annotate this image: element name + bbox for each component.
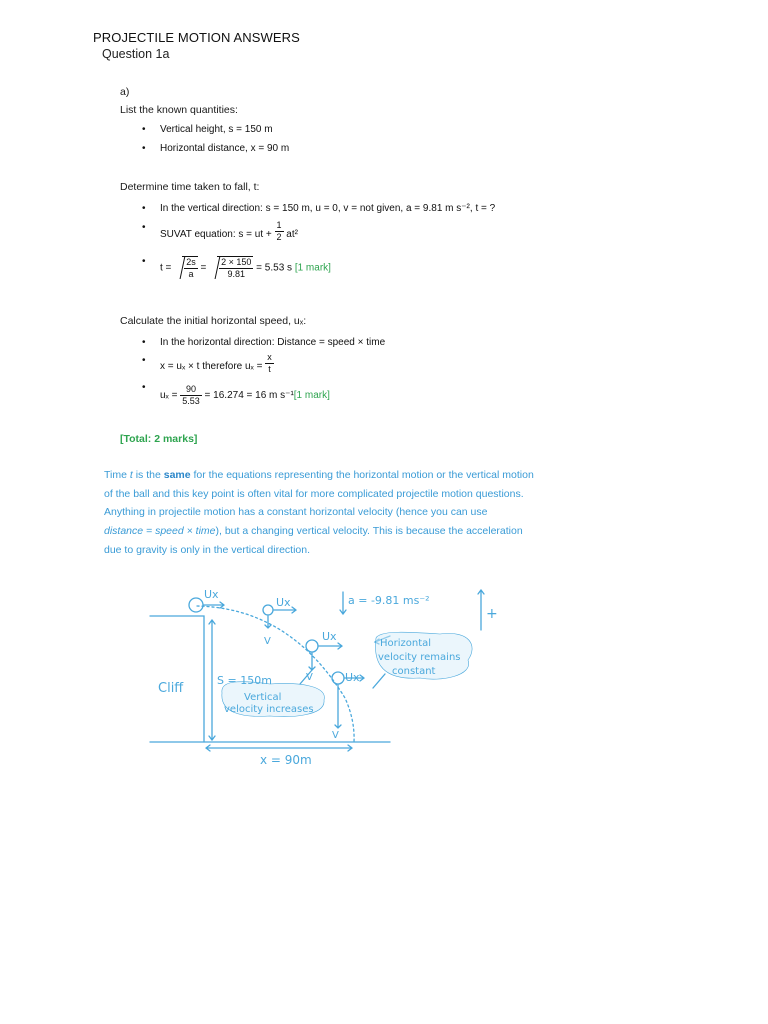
time-heading: Determine time taken to fall, t:: [120, 181, 260, 193]
ux-label: Ux: [345, 671, 360, 684]
velocity-label: V: [306, 672, 313, 683]
part-label: a): [120, 86, 130, 98]
explanation-paragraph: Time t is the same for the equations representing the horizontal motion or the vertical motion of the ball and this key point is often vital for more complicated projectile motion questions. Anything in projectile motion has a constant horizontal velocity (hence you can use distance = speed × time), but a changing vertical velocity. This is because the acceleration due to gravity is only in the vertical direction.: [104, 469, 534, 556]
question-title: Question 1a: [102, 47, 170, 61]
speed-heading: Calculate the initial horizontal speed, uₓ:: [120, 315, 307, 327]
horizontal-note: Horizontal: [380, 638, 432, 649]
horizontal-note: constant: [392, 666, 436, 677]
distance-label: x = 90m: [260, 753, 312, 767]
positive-label: +: [486, 606, 498, 622]
cliff-label: Cliff: [158, 681, 184, 696]
ball: [263, 605, 273, 615]
vertical-note: velocity increases: [224, 704, 314, 715]
velocity-label: V: [332, 730, 339, 741]
ux-label: Ux: [322, 630, 337, 643]
horizontal-note: velocity remains: [378, 652, 461, 663]
acceleration-label: a = -9.81 ms⁻²: [348, 594, 430, 607]
ux-label: Ux: [276, 596, 291, 609]
ball: [332, 672, 344, 684]
ux-label: Ux: [204, 588, 219, 601]
velocity-label: V: [264, 636, 271, 647]
known-heading: List the known quantities:: [120, 104, 238, 116]
height-arrow: [209, 620, 215, 740]
projectile-diagram: [140, 580, 500, 770]
acceleration-arrow: [340, 592, 346, 614]
positive-direction-arrow: [478, 590, 484, 630]
distance-arrow: [206, 745, 352, 751]
document-title: PROJECTILE MOTION ANSWERS: [93, 30, 300, 45]
ball: [189, 598, 203, 612]
vertical-note: Vertical: [244, 692, 282, 703]
height-label: S = 150m: [217, 674, 272, 687]
cliff-outline: [150, 616, 204, 742]
total-marks: [Total: 2 marks]: [120, 433, 198, 445]
ball: [306, 640, 318, 652]
